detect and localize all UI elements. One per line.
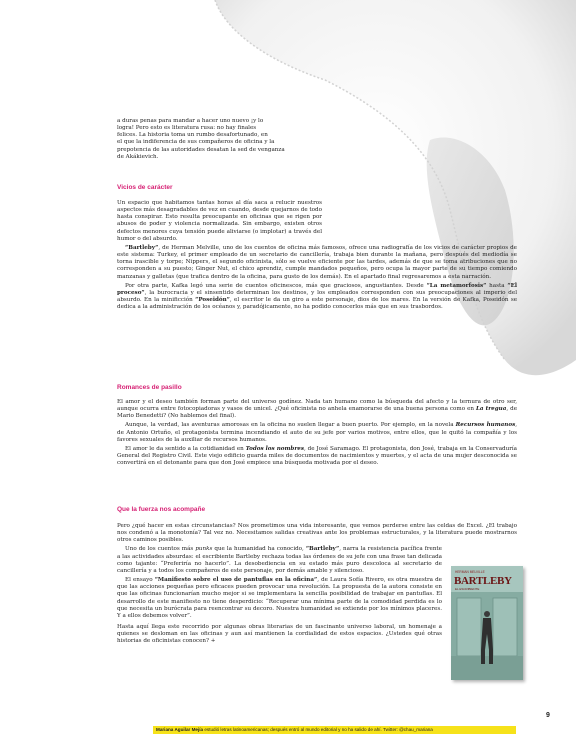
book-author: HERMAN MELVILLE — [455, 570, 485, 574]
work-title: “Bartleby” — [305, 546, 340, 553]
paragraph: Hasta aquí llega este recorrido por algunas obras literarias de un fascinante universo laboral, un homenaje a quienes se desloman en las oficinas y aun así mantienen la cordialidad de estos espacios. ¿Ustedes qué otras historias de oficinistas conocen? + — [117, 624, 442, 645]
intro-text — [117, 118, 322, 161]
paragraph — [117, 422, 517, 443]
paragraph-text: , el escritor le da un giro a este personaje, dios de los mares. En la versión de Kafka, Poseidón se dedica a la administración de los océanos y, paradójicamente, no ha podido conocerlos más que en sus trasbordos. — [117, 297, 518, 311]
section-heading: Vicios de carácter — [117, 184, 173, 191]
paragraph-text: que la humanidad ha conocido, — [212, 546, 306, 553]
paragraph-text: El amor le da sentido a la cotidianidad en — [125, 445, 246, 452]
paragraph-text: Por otra parte, Kafka legó una serie de cuentos oficinescos, más que graciosos, angustiantes. Desde — [125, 282, 427, 289]
paragraph — [117, 283, 517, 312]
work-title: “El proceso” — [117, 282, 517, 296]
author-name: Mariana Aguilar Mejía — [156, 727, 204, 732]
paragraph-text: hasta — [486, 282, 508, 289]
paragraph-text: Aunque, la verdad, las aventuras amorosas en la oficina no suelen llegar a buen puerto. Por ejemplo, en la novela — [125, 422, 456, 429]
book-title: BARTLEBY — [454, 575, 512, 587]
paragraph: Un espacio que habitamos tantas horas al día saca a relucir nuestros aspectos más desagradables de vez en cuando, desde quejarnos de todo hasta conspirar. Esto resulta preocupante en oficinas que se rigen por abusos de poder y violencia normalizada. Sin embargo, existen otros defectos menores cuya tensión puede aliviarse (o implotar) a través del humor o del absurdo. — [117, 200, 322, 242]
paragraph — [117, 399, 517, 420]
section-heading: Que la fuerza nos acompañe — [117, 506, 206, 513]
intro-line: a duras penas para mandar a hacer uno nuevo ¡y lo — [117, 118, 264, 124]
section-body — [117, 399, 517, 469]
intro-line: de Akákievich. — [117, 153, 159, 160]
work-title: “Manifiesto sobre el uso de pantuflas en la oficina” — [154, 577, 318, 584]
paragraph-text: , de Herman Melville, uno de los cuentos de oficina más famosos, ofrece una radiografía de los vicios de carácter propios de este sistema: Turkey, el primer empleado de un secretario de cancillería, trabaja bien durante la mañana, pero después del mediodía se torna irascible y torpe; Nippers, el segundo oficinista, sólo se vuelve eficiente por las tardes, además de que se toma atribuciones que no corresponden a su puesto; Ginger Nut, el chico aprendiz, cumple mandados pequeños, pero ocupa la mayor parte de su tiempo comiendo manzanas y galletas (que trafica dentro de la oficina, para gusto de los demás). En el apartado final regresaremos a esta narración. — [117, 244, 517, 280]
book-cover-illustration — [451, 592, 523, 680]
paragraph-text: , la burocracia y el sinsentido determinan los destinos, y los empleados corresponden con sus preocupaciones al imperio del absurdo. En la minificción — [117, 289, 517, 304]
paragraph — [117, 546, 442, 575]
paragraph-text: , de José Saramago. El protagonista, don José, trabaja en la Conservaduría General del Registro Civil. Este viejo edificio guarda miles de documentos de nacimientos y muertes, y el acta de una mujer desconocida se convertirá en el detonante para que don José empiece una búsqueda motivada por el deseo. — [117, 445, 518, 467]
paragraph-text: , narra la resistencia pacífica frente a las actividades absurdas: el escribiente Bartleby rechaza todas las órdenes de su jefe con una frase tan delicada como tajante: “Preferiría no hacerlo”. La desobediencia en su estado más puro descoloca al secretario de cancillería y a todos los compañeros de este personaje, por demás amable y silencioso. — [117, 546, 442, 574]
author-bio: estudió letras latinoamericanas; después entró al mundo editorial y no ha salido de ahí. Twitter: @chau_mariana — [203, 727, 433, 732]
paragraph — [117, 446, 517, 467]
work-title: “Bartleby” — [125, 244, 159, 251]
paragraph-text: El ensayo — [125, 577, 155, 584]
paragraph-text: , de Laura Sofía Rivero, es otra muestra de que las acciones pequeñas pero eficaces pueden provocar una revolución. La propuesta de la autora consiste en que las oficinas funcionarían mucho mejor si se implementara la sencilla posibilidad de trabajar en pantuflas. El desarrollo de este manifiesto no tiene desperdicio: “Recuperar una mínima parte de la comodidad perdida es lo que necesita un burócrata para reencontrar su decoro. Nuestra humanidad se extiende por los mínimos placeres. Y a ellos debemos volver”. — [117, 577, 442, 619]
work-title: Todos los nombres — [245, 445, 304, 452]
intro-line: el que la indiferencia de sus compañeros de oficina y la — [117, 139, 275, 146]
book-cover-image — [451, 566, 523, 680]
intro-line: prepotencia de las autoridades desatan la sed de venganza — [117, 146, 285, 153]
section-heading: Romances de pasillo — [117, 384, 182, 391]
paragraph-text: , de Mario Benedetti? (No hablemos del final). — [117, 406, 518, 420]
intro-line: felices. La historia toma un rumbo desafortunado, en — [117, 132, 268, 139]
paragraph: Pero ¿qué hacer en estas circunstancias? Nos prometimos una vida interesante, que vemos perderse entre las celdas de Excel. ¿El trabajo nos condenó a la monotonía? Tal vez no. Necesitamos salidas creativas ante los problemas estructurales, y la literatura puede mostrarnos otros caminos posibles. — [117, 523, 517, 544]
paragraph-text: El amor y el deseo también forman parte del universo godínez. Nada tan humano como la búsqueda del afecto y la ternura de otro ser, aunque ocurra entre fotocopiadoras y vasos de unicel. ¿Qué oficinista no anhela enamorarse de una buena persona como en — [117, 399, 517, 413]
paragraph — [117, 245, 517, 281]
emphasis: punks — [195, 546, 213, 553]
author-bio-footer — [153, 726, 516, 734]
page-number: 9 — [546, 712, 550, 719]
section-body — [117, 200, 517, 313]
work-title: Recursos humanos — [455, 422, 516, 429]
intro-line: logra! Pero esto es literatura rusa: no hay finales — [117, 125, 257, 132]
slipper-illustration — [205, 0, 576, 380]
paragraph — [117, 577, 442, 620]
work-title: La tregua — [475, 406, 507, 413]
paragraph-text: Uno de los cuentos más — [125, 546, 196, 553]
work-title: “La metamorfosis” — [426, 282, 487, 289]
book-subtitle: EL ESCRIBIENTE — [455, 587, 480, 591]
work-title: “Poseidón” — [195, 297, 230, 304]
paragraph-text: , de Antonio Ortuño, el protagonista termina incendiando el auto de su jefe por varios motivos, entre ellos, que le quitó la compañía y los favores sexuales de la auxiliar de recursos humanos. — [117, 422, 517, 443]
